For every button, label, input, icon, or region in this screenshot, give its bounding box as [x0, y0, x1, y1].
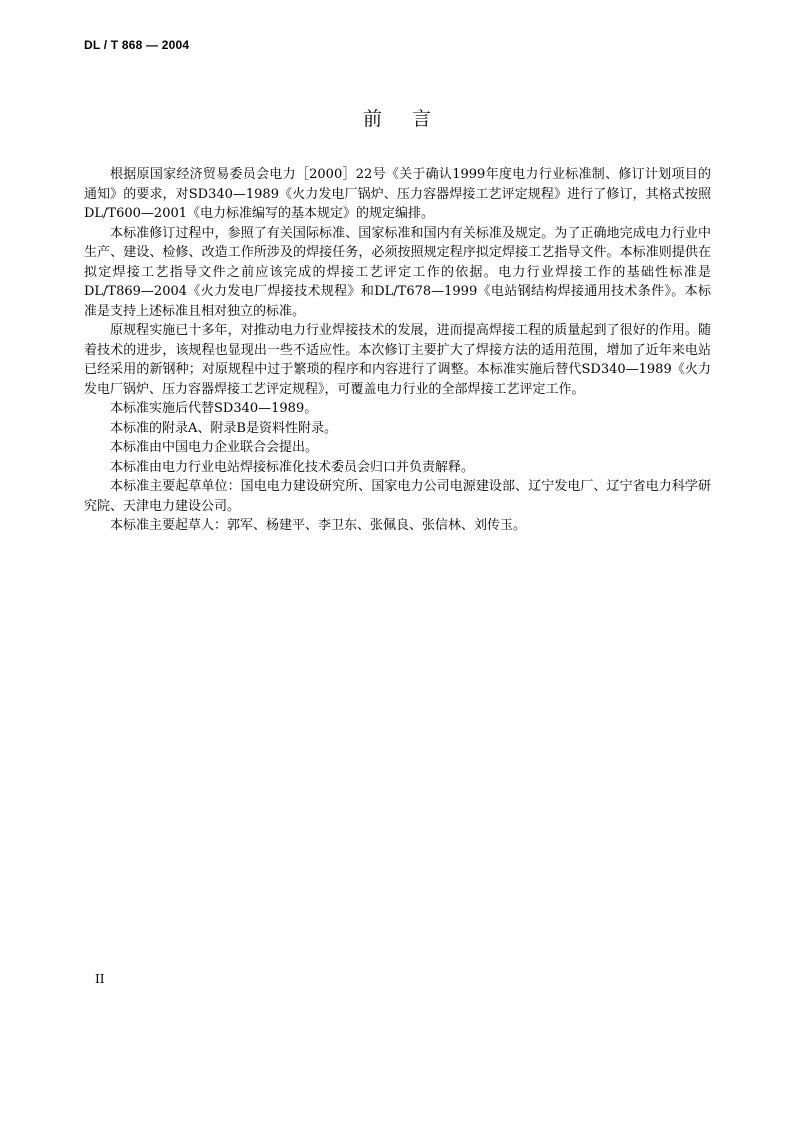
- paragraph: 本标准的附录A、附录B是资料性附录。: [110, 420, 337, 436]
- paragraph: 本标准由中国电力企业联合会提出。: [110, 440, 319, 455]
- document-code-header: DL / T 868 — 2004: [84, 38, 190, 52]
- page-title: 前言: [362, 108, 461, 130]
- paragraph: 根据原国家经济贸易委员会电力［2000］22号《关于确认1999年度电力行业标准制、修订计划项目的通知》的要求，对SD340—1989《火力发电厂锅炉、压力容器焊接工艺评定规程》进行了修订，其格式按照DL/T600—2001《电力标准编写的基本规定》的规定编排。: [84, 167, 711, 221]
- paragraph: 本标准修订过程中，参照了有关国际标准、国家标准和国内有关标准及规定。为了正确地完成电力行业中生产、建设、检修、改造工作所涉及的焊接任务，必须按照规定程序拟定焊接工艺指导文件。本标准则提供在拟定焊接工艺指导文件之前应该完成的焊接工艺评定工作的依据。电力行业焊接工作的基础性标准是DL/T869—2004《火力发电厂焊接技术规程》和DL/T678—1999《电站钢结构焊接通用技术条件》。本标准是支持上述标准且相对独立的标准。: [84, 225, 711, 319]
- paragraph: 本标准实施后代替SD340—1989。: [110, 401, 318, 416]
- paragraph: 原规程实施已十多年，对推动电力行业焊接技术的发展，进而提高焊接工程的质量起到了很好的作用。随着技术的进步，该规程也显现出一些不适应性。本次修订主要扩大了焊接方法的适用范围，增加了近年来电站已经采用的新钢种；对原规程中过于繁琐的程序和内容进行了调整。本标准实施后替代SD340—1989《火力发电厂锅炉、压力容器焊接工艺评定规程》，可覆盖电力行业的全部焊接工艺评定工作。: [84, 323, 711, 397]
- paragraph: 本标准主要起草人：郭军、杨建平、李卫东、张佩良、张信林、刘传玉。: [110, 518, 527, 533]
- page-number: II: [95, 972, 105, 986]
- paragraph: 本标准由电力行业电站焊接标准化技术委员会归口并负责解释。: [110, 459, 475, 475]
- paragraph: 本标准主要起草单位：国电电力建设研究所、国家电力公司电源建设部、辽宁发电厂、辽宁省电力科学研究院、天津电力建设公司。: [84, 479, 711, 514]
- preface-body: [84, 165, 711, 536]
